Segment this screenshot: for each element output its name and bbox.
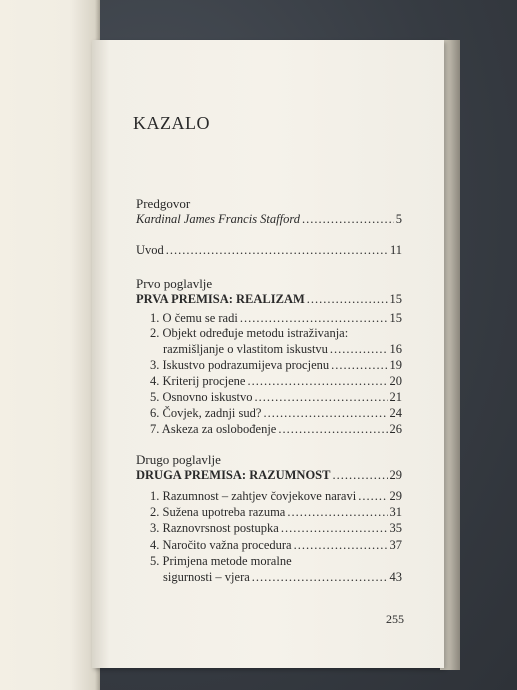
item-text: 3. Raznovrsnost postupka (150, 521, 279, 535)
page-title: KAZALO (133, 113, 210, 133)
list-item (150, 538, 402, 553)
chapter1-page: 15 (389, 292, 402, 306)
item-page: 15 (389, 311, 402, 325)
intro-label: Uvod (136, 243, 164, 257)
list-item (150, 489, 402, 504)
item-page: 19 (389, 358, 402, 372)
list-item (150, 406, 402, 421)
item-text: razmišljanje o vlastitom iskustvu (163, 342, 328, 356)
leader-dots (263, 406, 387, 421)
list-item (150, 358, 402, 373)
item-text: 6. Čovjek, zadnji sud? (150, 406, 262, 420)
list-item (163, 342, 402, 357)
leader-dots (332, 468, 387, 483)
list-item (150, 374, 402, 389)
leader-dots (166, 243, 388, 258)
leader-dots (240, 311, 388, 326)
item-page: 31 (389, 505, 402, 519)
preface-label: Predgovor (136, 196, 191, 211)
leader-dots (294, 538, 388, 553)
leader-dots (254, 390, 387, 405)
chapter2-label: Drugo poglavlje (136, 452, 221, 467)
intro-entry (136, 243, 402, 258)
leader-dots (281, 521, 388, 536)
item-text: sigurnosti – vjera (163, 570, 250, 584)
preface-entry (136, 212, 402, 227)
item-text: 4. Naročito važna procedura (150, 538, 292, 552)
item-page: 26 (389, 422, 402, 436)
leader-dots (331, 358, 387, 373)
leader-dots (252, 570, 388, 585)
leader-dots (330, 342, 388, 357)
item-text: 1. O čemu se radi (150, 311, 238, 325)
chapter2-title-entry (136, 468, 402, 483)
item-page: 35 (389, 521, 402, 535)
leader-dots (278, 422, 387, 437)
item-text: 2. Sužena upotreba razuma (150, 505, 286, 519)
page-number: 255 (386, 612, 404, 626)
chapter1-title-entry (136, 292, 402, 307)
list-item: 5. Primjena metode moralne (150, 554, 292, 568)
list-item (150, 390, 402, 405)
item-page: 37 (389, 538, 402, 552)
preface-author: Kardinal James Francis Stafford (136, 212, 301, 226)
item-text: 4. Kriterij procjene (150, 374, 246, 388)
item-text: 5. Osnovno iskustvo (150, 390, 253, 404)
intro-page: 11 (389, 243, 402, 257)
item-page: 24 (389, 406, 402, 420)
chapter2-page: 29 (389, 468, 402, 482)
item-page: 16 (389, 342, 402, 356)
list-item (163, 570, 402, 585)
leader-dots (287, 505, 387, 520)
list-item (150, 521, 402, 536)
list-item: 2. Objekt određuje metodu istraživanja: (150, 326, 349, 340)
list-item (150, 505, 402, 520)
chapter1-title: PRVA PREMISA: REALIZAM (136, 292, 305, 306)
leader-dots (358, 489, 387, 504)
leader-dots (307, 292, 388, 307)
item-text: 3. Iskustvo podrazumijeva procjenu (150, 358, 330, 372)
leader-dots (302, 212, 394, 227)
item-page: 21 (389, 390, 402, 404)
item-text: 7. Askeza za oslobođenje (150, 422, 277, 436)
item-text: 1. Razumnost – zahtjev čovjekove naravi (150, 489, 357, 503)
item-page: 29 (389, 489, 402, 503)
list-item (150, 422, 402, 437)
item-page: 20 (389, 374, 402, 388)
preface-page: 5 (395, 212, 402, 226)
leader-dots (247, 374, 387, 389)
chapter2-title: DRUGA PREMISA: RAZUMNOST (136, 468, 331, 482)
chapter1-label: Prvo poglavlje (136, 276, 213, 291)
list-item (150, 311, 402, 326)
item-page: 43 (389, 570, 402, 584)
